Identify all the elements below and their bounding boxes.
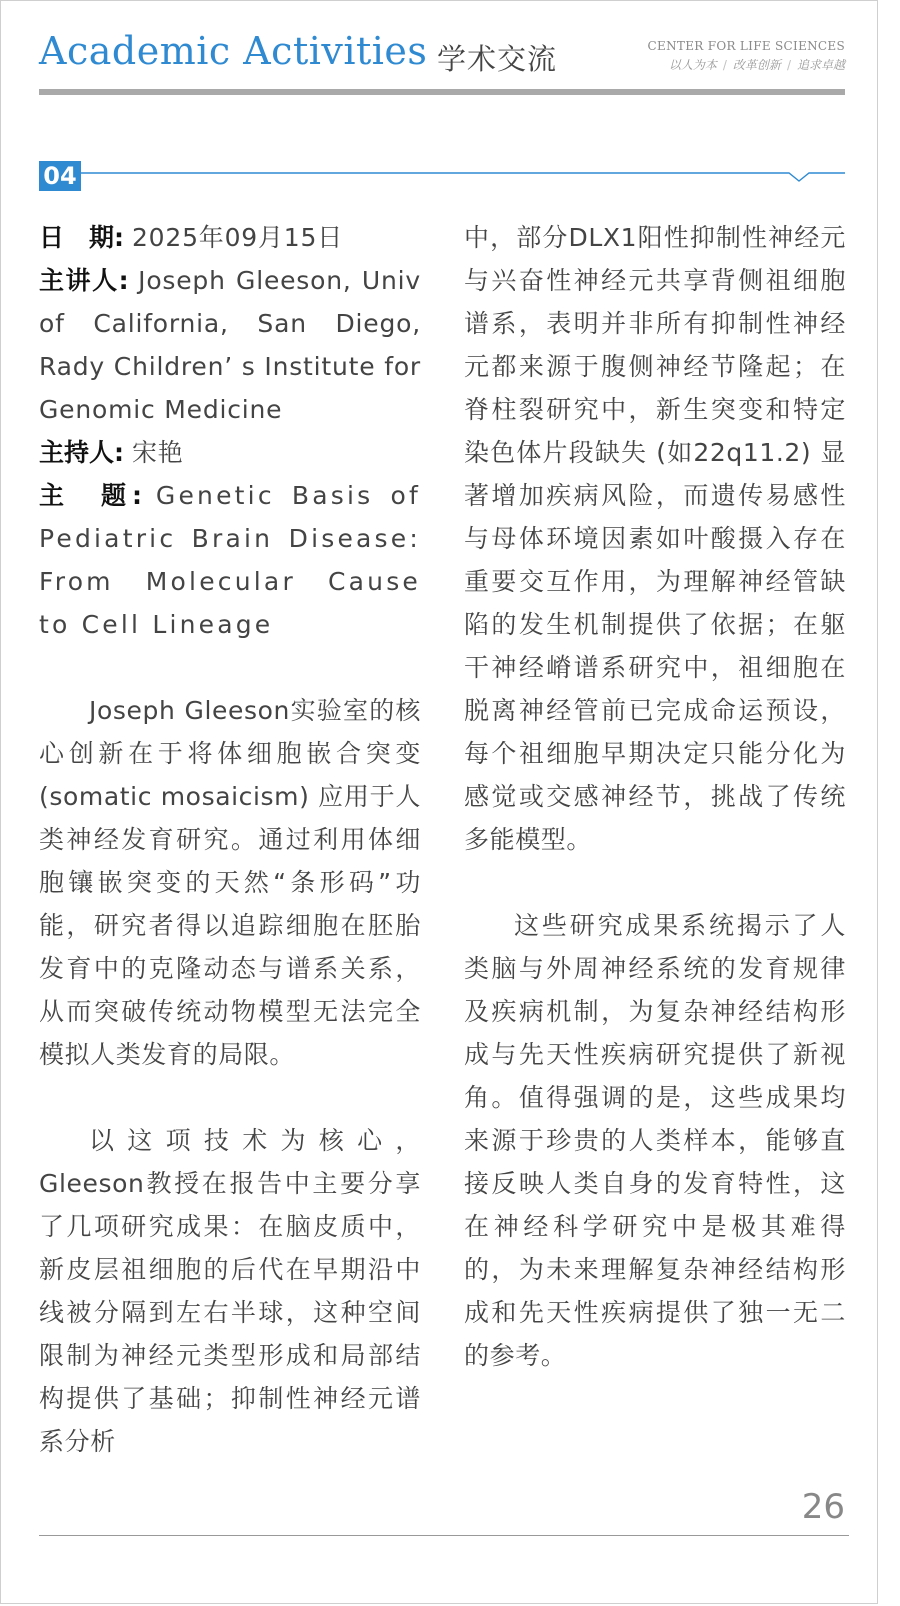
body-paragraph-1: Joseph Gleeson实验室的核心创新在于将体细胞嵌合突变 (somatic mosaicism) 应用于人类神经发育研究。通过利用体细胞镶嵌突变的天然“条形码”功能，研究者得以追踪细胞在胚胎发育中的克隆动态与谱系关系，从而突破传统动物模型无法完全模拟人类发育的局限。 xyxy=(39,696,421,1069)
date-label: 日 期: xyxy=(39,223,124,252)
section-title-en: Academic Activities xyxy=(39,29,428,73)
topic-line xyxy=(39,474,421,646)
date-line xyxy=(39,216,421,259)
body-paragraph-3: 这些研究成果系统揭示了人类脑与外周神经系统的发育规律及疾病机制，为复杂神经结构形成与先天性疾病研究提供了新视角。值得强调的是，这些成果均来源于珍贵的人类样本，能够直接反映人类自身的发育特性，这在神经科学研究中是极其难得的，为未来理解复杂神经结构形成和先天性疾病提供了独一无二的参考。 xyxy=(464,911,846,1370)
motto-2: 改革创新 xyxy=(732,58,781,72)
header-rule xyxy=(39,89,845,95)
section-title-cn: 学术交流 xyxy=(437,42,558,76)
topic-label: 主 题: xyxy=(39,481,142,510)
section-number-badge: 04 xyxy=(39,161,81,191)
topic-value: Genetic Basis of Pediatric Brain Disease: From Molecular Cause to Cell Lineage xyxy=(39,481,421,639)
right-column xyxy=(464,216,846,1377)
speaker-value: Joseph Gleeson, Univ of California, San Diego, Rady Children’ s Institute for Genomic Medicine xyxy=(39,266,421,424)
spacer xyxy=(39,646,421,689)
speaker-line xyxy=(39,259,421,431)
section-divider-line xyxy=(81,166,845,186)
header xyxy=(39,29,845,95)
body-paragraph-2-start: 以这项技术为核心，Gleeson教授在报告中主要分享了几项研究成果：在脑皮质中，新皮层祖细胞的后代在早期沿中线被分隔到左右半球，这种空间限制为神经元类型形成和局部结构提供了基础；抑制性神经元谱系分析 xyxy=(39,1126,421,1456)
host-line xyxy=(39,431,421,474)
left-column xyxy=(39,216,421,1463)
page-number: 26 xyxy=(801,1487,845,1527)
body-paragraph-2-continued: 中，部分DLX1阳性抑制性神经元与兴奋性神经元共享背侧祖细胞谱系，表明并非所有抑制性神经元都来源于腹侧神经节隆起；在脊柱裂研究中，新生突变和特定染色体片段缺失 (如22q11.2) 显著增加疾病风险，而遗传易感性与母体环境因素如叶酸摄入存在重要交互作用，为理解神经管缺陷的发生机制提供了依据；在躯干神经嵴谱系研究中，祖细胞在脱离神经管前已完成命运预设，每个祖细胞早期决定只能分化为感觉或交感神经节，挑战了传统多能模型。 xyxy=(464,223,846,854)
footer-rule xyxy=(39,1535,849,1536)
spacer xyxy=(39,1076,421,1119)
motto-1: 以人为本 xyxy=(668,58,717,72)
motto-3: 追求卓越 xyxy=(796,58,845,72)
date-value: 2025年09月15日 xyxy=(131,223,343,252)
spacer xyxy=(464,861,846,904)
mottos xyxy=(669,56,845,73)
center-name: CENTER FOR LIFE SCIENCES xyxy=(647,39,845,53)
motto-separator: / xyxy=(786,58,791,72)
host-value: 宋艳 xyxy=(131,438,184,467)
speaker-label: 主讲人: xyxy=(39,266,129,295)
host-label: 主持人: xyxy=(39,438,124,467)
motto-separator: / xyxy=(722,58,727,72)
